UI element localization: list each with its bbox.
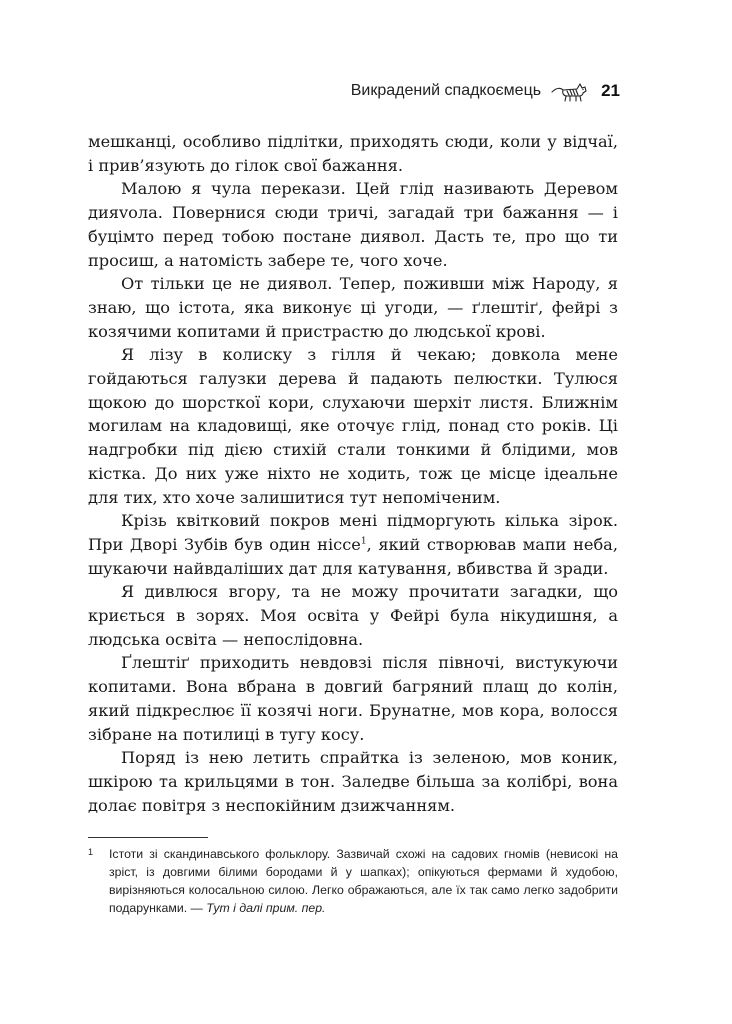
footnote-reference[interactable]: 1 xyxy=(360,536,367,547)
paragraph-with-footnote xyxy=(88,509,618,580)
paragraph-text: Крізь квітковий покров мені підморгують кілька зірок. При Дворі Зубів був один ніссе xyxy=(88,511,618,554)
footnote-divider xyxy=(88,837,208,838)
paragraph: мешканці, особливо підлітки, приходять сюди, коли у відчаї, і прив’язують до гілок свої бажання. xyxy=(88,132,618,175)
paragraph: Я дивлюся вгору, та не можу прочитати загадки, що криється в зорях. Моя освіта у Фейрі була нікудишня, а людська освіта — непослідовна. xyxy=(88,582,618,649)
footnote xyxy=(88,845,618,917)
page-header xyxy=(351,78,620,104)
paragraph: Ґлештіґ приходить невдовзі після півночі, вистукуючи копитами. Вона вбрана в довгий багряний плащ до колін, який підкреслює її козячі ноги. Брунатне, мов кора, волосся зібране на потилиці в тугу косу. xyxy=(88,653,618,744)
paragraph: От тільки це не диявол. Тепер, поживши між Народу, я знаю, що істота, яка виконує ці угоди, — ґлештіґ, фейрі з козячими копитами й пристрастю до людської крові. xyxy=(88,274,618,341)
paragraph: Я лізу в колиску з гілля й чекаю; довкола мене гойдаються галузки дерева й падають пелюстки. Тулюся щокою до шорсткої кори, слухаючи шерхіт листя. Ближнім могилам на кладовищі, яке оточує глід, понад сто років. Ці надгробки під дією стихій стали тонкими й блідими, мов кістка. До них уже ніхто не ходить, тож це місце ідеальне для тих, хто хоче залишитися тут непоміченим. xyxy=(88,345,618,507)
footnote-italic-text: Тут і далі прим. пер. xyxy=(206,901,326,915)
running-title: Викрадений спадкоємець xyxy=(350,82,542,99)
fox-icon xyxy=(549,78,589,104)
paragraph-text: , який створював мапи неба, шукаючи найвдаліших дат для катування, вбивства й зради. xyxy=(88,534,618,578)
footnote-text xyxy=(109,845,618,917)
paragraph: Малою я чула перекази. Цей глід називають Деревом дияvола. Повернися сюди тричі, загадай три бажання — і буцімто перед тобою постане диявол. Дасть те, про що ти просиш, а натомість забере те, чого хоче. xyxy=(88,179,618,270)
paragraph: Поряд із нею летить спрайтка із зеленою, мов коник, шкірою та крильцями в тон. Заледве більша за колібрі, вона долає повітря з неспокійним дзижчанням. xyxy=(88,748,618,815)
body-text xyxy=(88,130,618,817)
footnote-main-text: Істоти зі скандинавського фольклору. Зазвичай схожі на садових гномів (невисокі на зріст, із довгими білими бородами й у шапках); опікуються фермами й худобою, вирізняються колосальною силою. Легко ображаються, але їх так само легко задобрити подарунками. — xyxy=(109,847,618,915)
footnote-number: 1 xyxy=(88,847,94,857)
page-number: 21 xyxy=(601,81,620,100)
